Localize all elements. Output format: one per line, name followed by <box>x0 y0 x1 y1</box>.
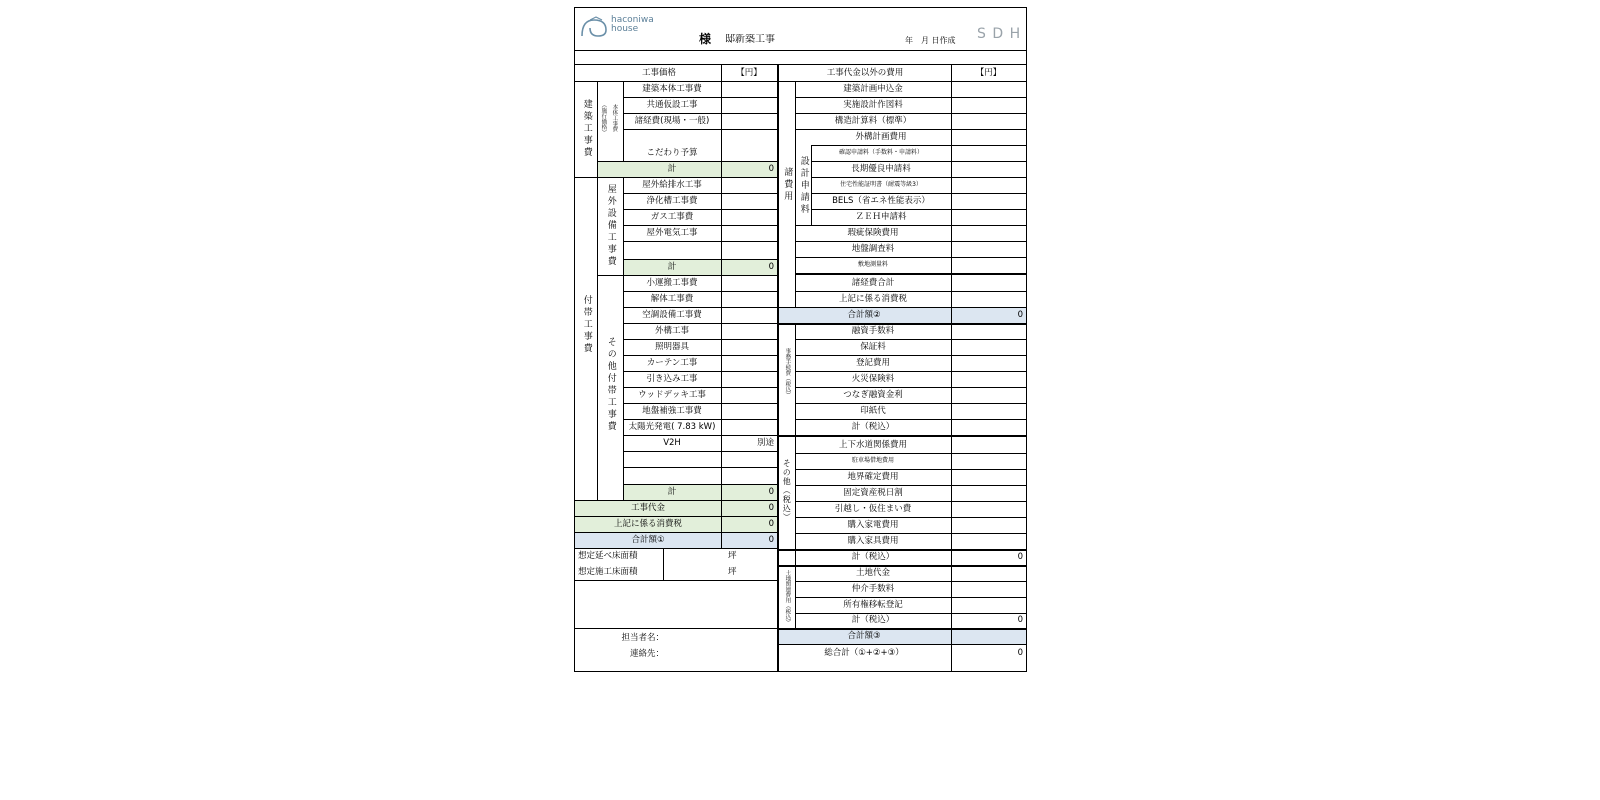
sonota-item: 空調設備工事費 <box>642 309 702 320</box>
tochi-label: 土地関連費用（税込） <box>784 569 791 625</box>
jimu-item: 融資手数料 <box>851 325 895 336</box>
koji-daikin-label: 工事代金 <box>630 502 665 513</box>
tochi-subtotal-value: 0 <box>1017 615 1023 626</box>
total2-value: 0 <box>1017 309 1023 320</box>
jimu-item: 保証料 <box>860 341 886 352</box>
jimu-item: 登記費用 <box>855 357 890 368</box>
subtotal-b-label: 計 <box>667 261 677 272</box>
okugai-item: 屋外電気工事 <box>646 227 698 238</box>
estimate-sheet <box>574 7 1027 672</box>
contact-label: 連絡先： <box>629 648 664 659</box>
honntai-label: 本体工事費 <box>611 104 618 132</box>
v2h-note: 別途 <box>756 437 774 448</box>
sonota-item: 外構工事 <box>654 325 689 336</box>
jimu-subtotal-label: 計（税込） <box>851 421 895 432</box>
tochi-subtotal-label: 計（税込） <box>851 615 895 626</box>
sonota-right-item: 引越し・仮住まい費 <box>834 503 912 514</box>
shohiyo-item: 地盤調査料 <box>851 243 895 254</box>
koji-daikin-value: 0 <box>768 502 774 513</box>
shohiyo-item: 諸経費合計 <box>851 277 895 288</box>
tsubo-unit: 坪 <box>728 550 737 561</box>
jimu-label: 事務手続費（税込） <box>784 347 791 398</box>
jimu-item: 印紙代 <box>860 405 886 416</box>
floor-area2-label: 想定施工床面積 <box>578 566 638 577</box>
shohiyo-item: 敷地測量料 <box>857 261 888 268</box>
shohiyo-item: 上記に係る消費税 <box>838 293 907 304</box>
kenchiku-label: 建築工事費 <box>581 99 592 159</box>
sonota-right-item: 購入家具費用 <box>847 535 899 546</box>
shohiyo-label: 諸費用 <box>782 167 793 203</box>
tochi-item: 仲介手数料 <box>851 583 895 594</box>
kenchiku-item: 建築本体工事費 <box>642 83 702 94</box>
right-unit: 【円】 <box>975 67 1002 78</box>
staff-label: 担当者名： <box>621 632 664 643</box>
sonota-right-item: 地界確定費用 <box>847 471 899 482</box>
jimu-item: つなぎ融資金利 <box>843 389 903 400</box>
subtotal-c-value: 0 <box>768 486 774 497</box>
house-logo-icon <box>580 16 610 38</box>
total2-label: 合計額② <box>847 309 881 320</box>
total1-label: 合計額① <box>631 534 665 545</box>
sonota-right-label: その他（税込） <box>782 458 792 522</box>
floor-area1-label: 想定延べ床面積 <box>578 550 638 561</box>
okugai-label: 屋外設備工事費 <box>605 184 616 268</box>
left-unit: 【円】 <box>736 67 762 78</box>
shohiyo-item: 瑕疵保険費用 <box>847 227 899 238</box>
honntai-sub-label: （施行価格） <box>600 101 607 135</box>
sekkei-item: 確認申請料（手数料・申請料） <box>838 149 923 156</box>
sonota-item: 解体工事費 <box>650 293 694 304</box>
subtotal-a-value: 0 <box>768 163 774 174</box>
sekkei-item: ＺＥＨ申請料 <box>855 211 907 222</box>
sekkei-item: 外構計画費用 <box>855 131 907 142</box>
tsubo-unit: 坪 <box>728 566 737 577</box>
sekkei-label: 設計申請料 <box>798 156 809 216</box>
jimu-item: 火災保険料 <box>851 373 895 384</box>
kenchiku-item: 諸経費(現場・一般) <box>634 115 710 126</box>
sonota-item: ウッドデッキ工事 <box>638 389 706 400</box>
logo-line2: house <box>611 24 639 34</box>
tochi-item: 所有権移転登記 <box>843 599 903 610</box>
sama-label: 様 <box>699 32 712 46</box>
kenchiku-item: こだわり予算 <box>646 147 698 158</box>
left-tax-value: 0 <box>768 518 774 529</box>
sonota-item: 小運搬工事費 <box>646 277 698 288</box>
date-label: 年 月 日作成 <box>905 36 956 45</box>
tochi-item: 土地代金 <box>855 567 890 578</box>
total1-value: 0 <box>768 534 774 545</box>
grand-total-label: 総合計（①+②+③） <box>824 647 904 658</box>
total3-label: 合計額③ <box>847 631 881 642</box>
okugai-item: 屋外給排水工事 <box>642 179 702 190</box>
subtotal-a-label: 計 <box>667 163 677 174</box>
sekkei-item: 住宅性能証明書（耐震等級3） <box>840 181 922 188</box>
sekkei-item: 構造計算料（標準） <box>834 115 912 126</box>
sonota-subtotal-value: 0 <box>1017 551 1023 562</box>
sekkei-item: 実施設計作図料 <box>843 99 903 110</box>
subtotal-c-label: 計 <box>667 486 677 497</box>
sonota-item: カーテン工事 <box>646 357 698 368</box>
sonota-item: 地盤補強工事費 <box>642 405 702 416</box>
sonota-item: V2H <box>663 437 681 448</box>
sonota-right-item: 購入家電費用 <box>847 519 899 530</box>
sonota-futai-label: その他付帯工事費 <box>605 337 616 433</box>
left-title: 工事価格 <box>641 67 676 78</box>
sonota-item: 太陽光発電( 7.83 kW) <box>628 421 716 432</box>
subtotal-b-value: 0 <box>768 261 774 272</box>
sonota-item: 照明器具 <box>654 341 689 352</box>
logo-line1: haconiwa <box>611 15 654 25</box>
cost-table <box>575 64 1026 671</box>
sonota-subtotal-label: 計（税込） <box>851 551 895 562</box>
sekkei-item: BELS（省エネ性能表示） <box>832 195 930 206</box>
project-title: 邸新築工事 <box>725 34 775 45</box>
sonota-right-item: 駐車場借地費用 <box>851 457 894 464</box>
left-tax-label: 上記に係る消費税 <box>613 518 682 529</box>
futai-label: 付帯工事費 <box>581 295 592 355</box>
sonota-right-item: 固定資産税日割 <box>843 487 903 498</box>
okugai-item: ガス工事費 <box>650 211 694 222</box>
header <box>575 8 1026 51</box>
top-item: 建築計画申込金 <box>843 83 903 94</box>
right-title: 工事代金以外の費用 <box>826 67 904 78</box>
sonota-right-item: 上下水道関係費用 <box>838 439 907 450</box>
brand-logo: S D H <box>977 26 1022 42</box>
sekkei-item: 長期優良申請料 <box>851 163 911 174</box>
kenchiku-item: 共通仮設工事 <box>646 99 698 110</box>
grand-total-value: 0 <box>1017 647 1023 658</box>
okugai-item: 浄化槽工事費 <box>646 195 698 206</box>
sonota-item: 引き込み工事 <box>646 373 698 384</box>
